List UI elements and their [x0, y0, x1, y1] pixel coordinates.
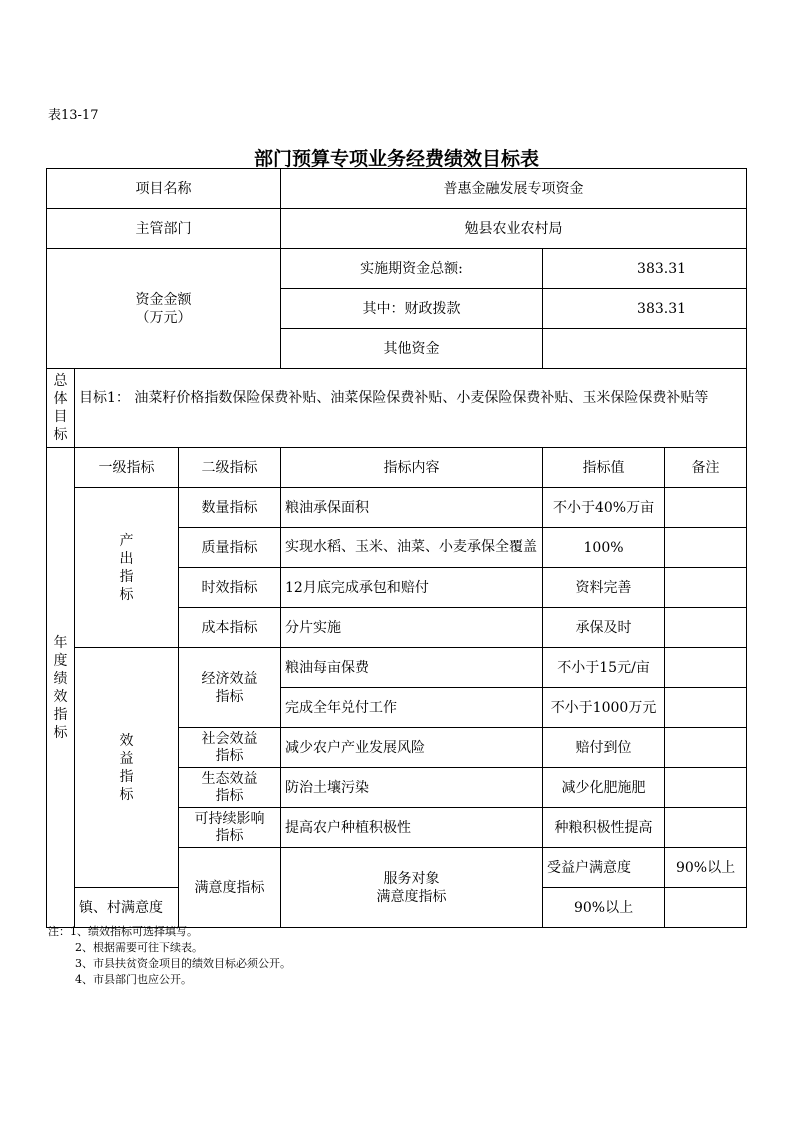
fund-total-label: 实施期资金总额:: [281, 249, 543, 289]
ecological-benefit-label: 生态效益 指标: [179, 768, 281, 808]
note-item: 4、市县部门也应公开。: [75, 973, 192, 986]
value-cell: 不小于40%万亩: [543, 488, 665, 528]
content-cell: 实现水稻、玉米、油菜、小麦承保全覆盖: [281, 528, 543, 568]
fund-total-value: 383.31: [543, 249, 747, 289]
dept-value: 勉县农业农村局: [281, 209, 747, 249]
output-indicator-label: 产 出 指 标: [75, 488, 179, 648]
fund-amount-label-line1: 资金金额: [135, 291, 192, 308]
content-cell: 受益户满意度: [543, 848, 665, 888]
level2-cell: 质量指标: [179, 528, 281, 568]
sustainable-impact-label: 可持续影响 指标: [179, 808, 281, 848]
remark-cell: [665, 688, 747, 728]
level2-cell: 数量指标: [179, 488, 281, 528]
remark-cell: [665, 488, 747, 528]
benefit-indicator-label: 效 益 指 标: [75, 648, 179, 888]
content-cell: 减少农户产业发展风险: [281, 728, 543, 768]
value-cell: 不小于15元/亩: [543, 648, 665, 688]
value-cell: 90%以上: [665, 848, 747, 888]
performance-goal-table: [46, 168, 747, 928]
value-cell: 100%: [543, 528, 665, 568]
header-value: 指标值: [543, 448, 665, 488]
note-item: 注：1、绩效指标可选择填写。: [48, 925, 198, 938]
content-cell: 粮油每亩保费: [281, 648, 543, 688]
content-cell: 防治土壤污染: [281, 768, 543, 808]
content-cell: 分片实施: [281, 608, 543, 648]
value-cell: 资料完善: [543, 568, 665, 608]
header-level1: 一级指标: [75, 448, 179, 488]
remark-cell: [665, 768, 747, 808]
notes: [48, 924, 291, 988]
content-cell: 镇、村满意度: [75, 888, 179, 928]
value-cell: 90%以上: [543, 888, 665, 928]
fund-other-label: 其他资金: [281, 329, 543, 369]
annual-indicator-label: 年 度 绩 效 指 标: [47, 448, 75, 928]
fund-total-row: [47, 249, 747, 289]
table-number: 表13-17: [48, 108, 99, 123]
fund-fiscal-label: 其中：财政拨款: [281, 289, 543, 329]
overall-goal-label: 总 体 目 标: [47, 369, 75, 448]
content-cell: 完成全年兑付工作: [281, 688, 543, 728]
economic-benefit-label: 经济效益 指标: [179, 648, 281, 728]
value-cell: 赔付到位: [543, 728, 665, 768]
header-content: 指标内容: [281, 448, 543, 488]
remark-cell: [665, 528, 747, 568]
fund-other-value: [543, 329, 747, 369]
content-cell: 粮油承保面积: [281, 488, 543, 528]
overall-goal-text: 目标1： 油菜籽价格指数保险保费补贴、油菜保险保费补贴、小麦保险保费补贴、玉米保险保费补贴等: [75, 369, 747, 448]
fund-amount-label: [47, 249, 281, 369]
project-name-row: [47, 169, 747, 209]
header-remark: 备注: [665, 448, 747, 488]
service-satisfaction-label: 服务对象 满意度指标: [281, 848, 543, 928]
social-benefit-label: 社会效益 指标: [179, 728, 281, 768]
dept-row: [47, 209, 747, 249]
value-cell: 减少化肥施肥: [543, 768, 665, 808]
value-cell: 种粮积极性提高: [543, 808, 665, 848]
overall-goal-row: [47, 369, 747, 448]
remark-cell: [665, 608, 747, 648]
project-name-value: 普惠金融发展专项资金: [281, 169, 747, 209]
value-cell: 承保及时: [543, 608, 665, 648]
remark-cell: [665, 648, 747, 688]
satisfaction-indicator-label: 满意度指标: [179, 848, 281, 928]
page-title: 部门预算专项业务经费绩效目标表: [253, 148, 539, 170]
dept-label: 主管部门: [47, 209, 281, 249]
content-cell: 提高农户种植积极性: [281, 808, 543, 848]
level2-cell: 成本指标: [179, 608, 281, 648]
remark-cell: [665, 568, 747, 608]
indicator-header-row: [47, 448, 747, 488]
remark-cell: [665, 808, 747, 848]
fund-fiscal-value: 383.31: [543, 289, 747, 329]
header-level2: 二级指标: [179, 448, 281, 488]
remark-cell: [665, 728, 747, 768]
table-row: [47, 488, 747, 528]
table-row: [47, 648, 747, 688]
content-cell: 12月底完成承包和赔付: [281, 568, 543, 608]
fund-amount-label-line2: （万元）: [135, 309, 192, 326]
value-cell: 不小于1000万元: [543, 688, 665, 728]
level2-cell: 时效指标: [179, 568, 281, 608]
note-item: 3、市县扶贫资金项目的绩效目标必须公开。: [75, 957, 291, 970]
note-item: 2、根据需要可往下续表。: [75, 941, 203, 954]
remark-cell: [665, 888, 747, 928]
project-name-label: 项目名称: [47, 169, 281, 209]
